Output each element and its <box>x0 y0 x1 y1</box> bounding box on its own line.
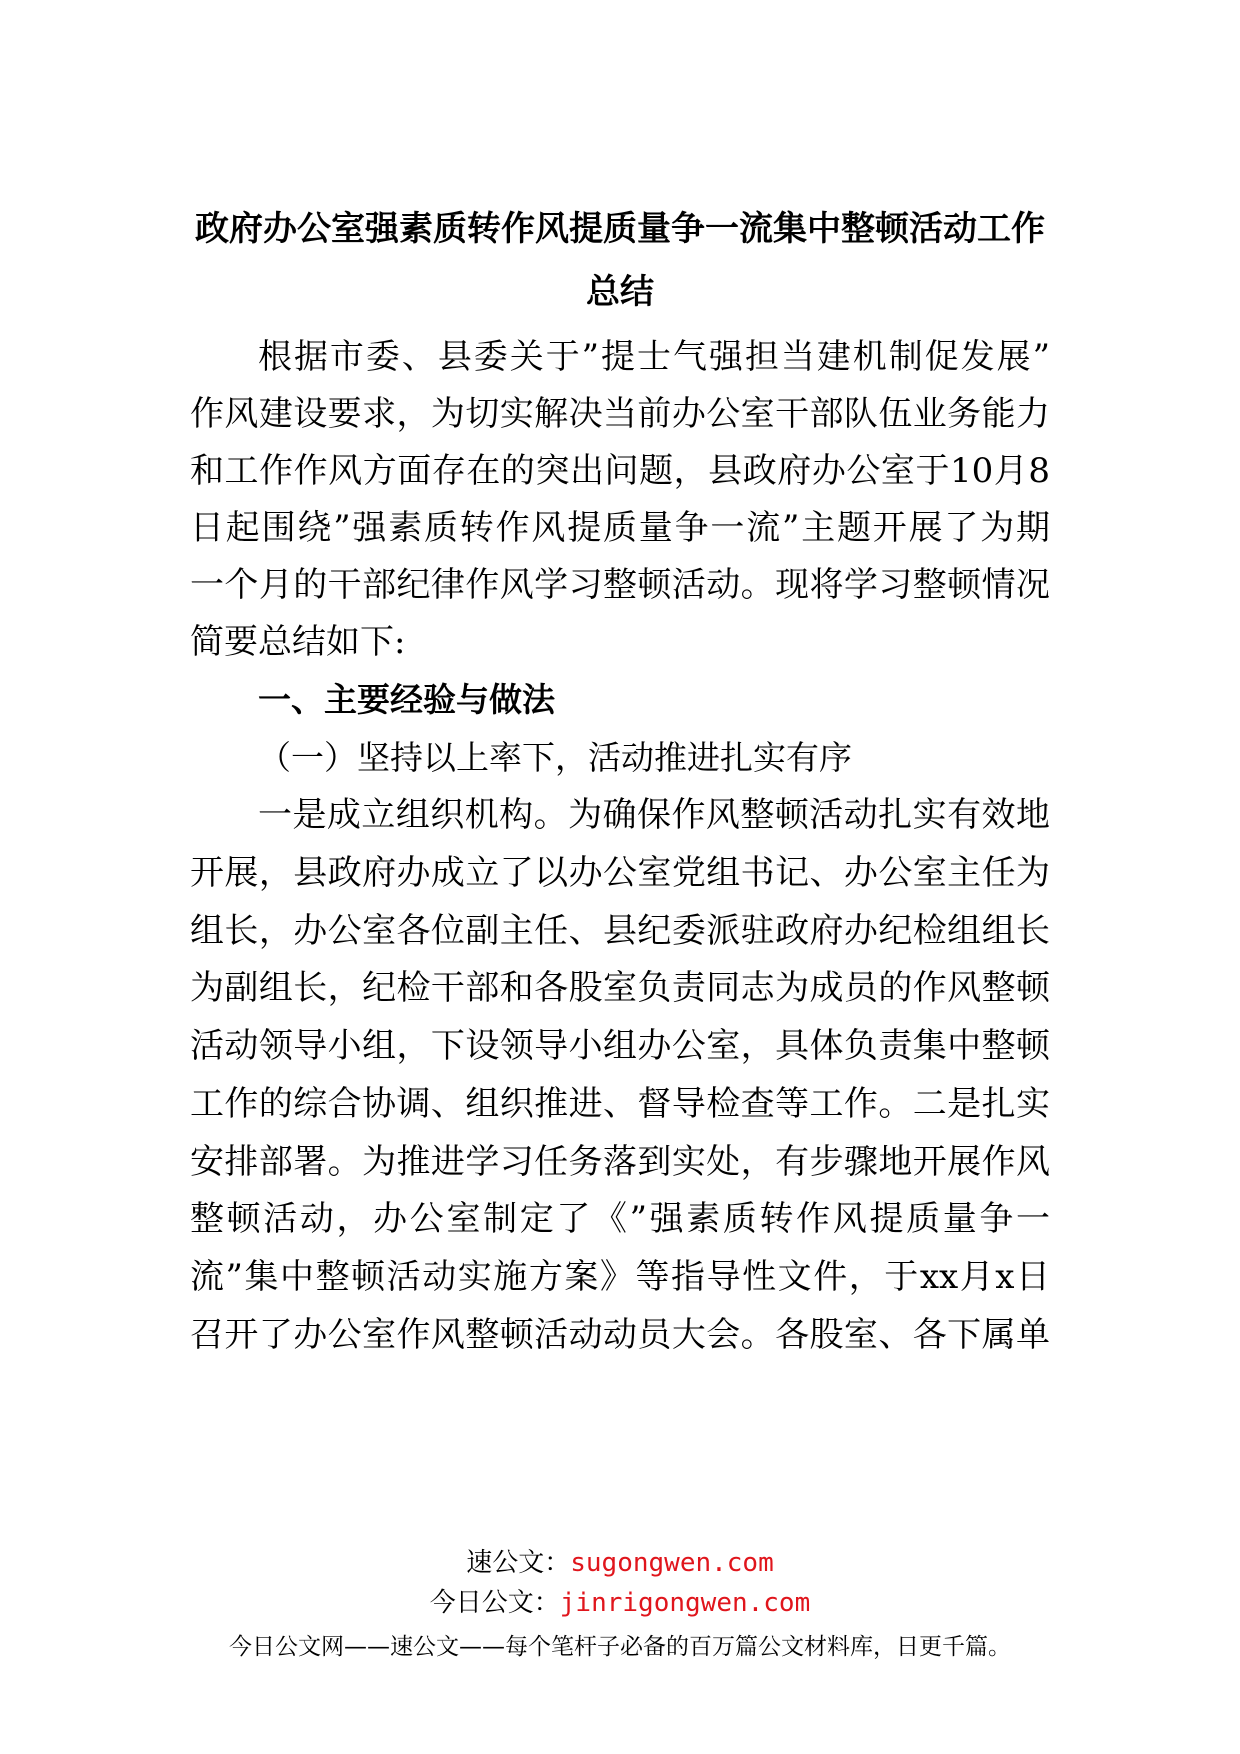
subsection-heading: （一）坚持以上率下，活动推进扎实有序 <box>258 738 852 777</box>
footer-sugongwen-label: 速公文： <box>466 1548 571 1578</box>
footer-sugongwen-link[interactable]: sugongwen.com <box>570 1548 774 1578</box>
paragraph-2-line: 安排部署。为推进学习任务落到实处，有步骤地开展作风 <box>190 1142 1050 1182</box>
document-title-line-1: 政府办公室强素质转作风提质量争一流集中整顿活动工作 <box>195 209 1045 249</box>
footer-slogan: 今日公文网——速公文——每个笔杆子必备的百万篇公文材料库，日更千篇。 <box>229 1634 1011 1660</box>
paragraph-2-line: 开展，县政府办成立了以办公室党组书记、办公室主任为 <box>190 853 1050 893</box>
paragraph-1-line: 简要总结如下: <box>190 622 406 662</box>
paragraph-1-line: 作风建设要求，为切实解决当前办公室干部队伍业务能力 <box>190 394 1050 434</box>
paragraph-2-line: 流”集中整顿活动实施方案》等指导性文件，于xx月x日 <box>190 1257 1050 1297</box>
section-heading: 一、主要经验与做法 <box>258 680 555 719</box>
paragraph-2-line: 召开了办公室作风整顿活动动员大会。各股室、各下属单 <box>190 1315 1050 1355</box>
paragraph-2-line: 组长，办公室各位副主任、县纪委派驻政府办纪检组组长 <box>190 911 1050 951</box>
footer-jinrigongwen-label: 今日公文： <box>429 1588 560 1618</box>
paragraph-2-line: 为副组长，纪检干部和各股室负责同志为成员的作风整顿 <box>190 968 1050 1008</box>
paragraph-2-line: 整顿活动，办公室制定了《”强素质转作风提质量争一 <box>190 1199 1050 1239</box>
paragraph-1-line: 一个月的干部纪律作风学习整顿活动。现将学习整顿情况 <box>190 565 1050 605</box>
footer-jinrigongwen-link[interactable]: jinrigongwen.com <box>559 1588 811 1618</box>
paragraph-2-line: 活动领导小组，下设领导小组办公室，具体负责集中整顿 <box>190 1026 1050 1066</box>
paragraph-1-line: 日起围绕”强素质转作风提质量争一流”主题开展了为期 <box>190 508 1050 548</box>
paragraph-1-line: 根据市委、县委关于”提士气强担当建机制促发展” <box>258 337 1050 377</box>
footer-jinrigongwen <box>0 1590 1240 1616</box>
paragraph-2-line: 工作的综合协调、组织推进、督导检查等工作。二是扎实 <box>190 1084 1050 1124</box>
paragraph-2-line: 一是成立组织机构。为确保作风整顿活动扎实有效地 <box>258 795 1050 835</box>
paragraph-1-line: 和工作作风方面存在的突出问题，县政府办公室于10月8 <box>190 451 1050 491</box>
footer-sugongwen <box>0 1550 1240 1576</box>
document-title-line-2: 总结 <box>586 272 654 312</box>
